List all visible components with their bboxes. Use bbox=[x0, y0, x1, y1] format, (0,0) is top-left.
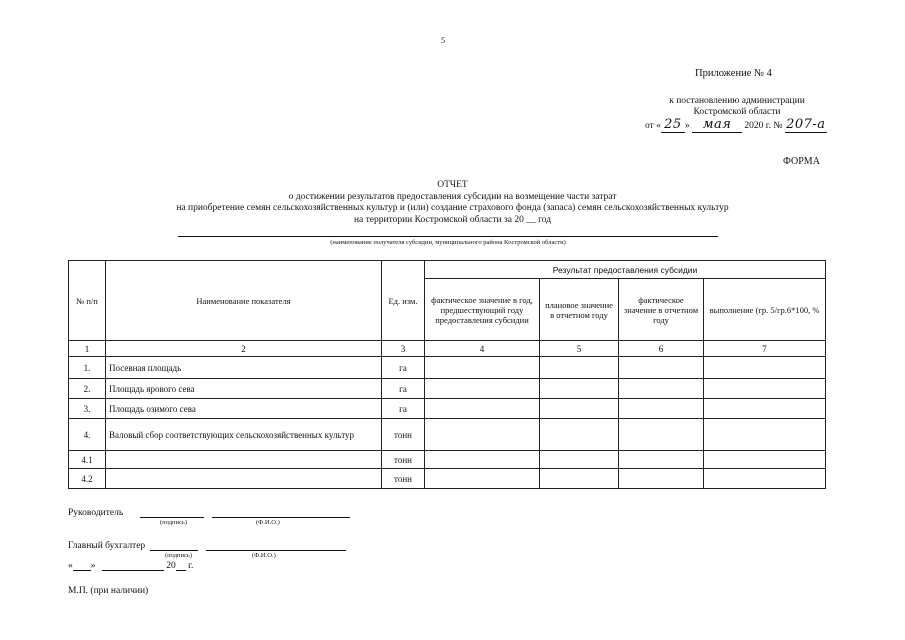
cell-col5[interactable] bbox=[540, 419, 619, 451]
report-title bbox=[120, 180, 785, 226]
row-number: 3. bbox=[69, 399, 106, 419]
sign-month-line[interactable] bbox=[102, 561, 164, 571]
row-number: 2. bbox=[69, 379, 106, 399]
cell-col5[interactable] bbox=[540, 399, 619, 419]
row-number: 4.2 bbox=[69, 469, 106, 489]
date-open-quote: « bbox=[68, 561, 73, 571]
row-indicator: Площадь ярового сева bbox=[106, 379, 382, 399]
page-number: 5 bbox=[441, 36, 445, 45]
cell-col4[interactable] bbox=[425, 419, 540, 451]
recipient-caption: (наименование получателя субсидии, муниципального района Костромской области) bbox=[330, 239, 566, 246]
head-fio-caption: (Ф.И.О.) bbox=[256, 519, 280, 526]
report-table bbox=[68, 260, 826, 489]
appendix-title: Приложение № 4 bbox=[695, 68, 772, 79]
row-indicator[interactable] bbox=[106, 469, 382, 489]
sign-year-prefix: 20 bbox=[166, 561, 176, 571]
header-col7: выполнение (гр. 5/гр.6*100, % bbox=[704, 279, 826, 341]
cell-col4[interactable] bbox=[425, 357, 540, 379]
column-number: 1 bbox=[69, 341, 106, 357]
title-line-4: на территории Костромской области за 20 __ год bbox=[353, 214, 552, 225]
table-row bbox=[69, 379, 826, 399]
header-result-group: Результат предоставления субсидии bbox=[425, 261, 826, 279]
table-row bbox=[69, 451, 826, 469]
row-indicator[interactable] bbox=[106, 451, 382, 469]
resolution-date bbox=[645, 117, 827, 133]
header-indicator-name: Наименование показателя bbox=[106, 261, 382, 341]
cell-col5[interactable] bbox=[540, 451, 619, 469]
accountant-label: Главный бухгалтер bbox=[68, 541, 146, 551]
header-unit: Ед. изм. bbox=[382, 261, 425, 341]
handwritten-number: 207-а bbox=[786, 117, 826, 132]
row-unit: га bbox=[382, 357, 425, 379]
accountant-fio-line[interactable] bbox=[206, 541, 346, 551]
cell-col5[interactable] bbox=[540, 469, 619, 489]
sign-day-line[interactable] bbox=[73, 561, 91, 571]
row-unit: га bbox=[382, 399, 425, 419]
cell-col7[interactable] bbox=[704, 419, 826, 451]
title-line-3: на приобретение семян сельскохозяйственных культур и (или) создание страхового фонда (запаса) семян сельскохозяйственных культур bbox=[176, 203, 729, 213]
handwritten-day: 25 bbox=[661, 117, 685, 133]
cell-col7[interactable] bbox=[704, 399, 826, 419]
table-row bbox=[69, 399, 826, 419]
column-numbers-row bbox=[69, 341, 826, 357]
row-unit: тонн bbox=[382, 451, 425, 469]
header-no: № п/п bbox=[69, 261, 106, 341]
year-and-number-label: 2020 г. № bbox=[744, 121, 783, 131]
sign-year-suffix: г. bbox=[188, 561, 194, 571]
row-indicator: Валовый сбор соответствующих сельскохозяйственных культур bbox=[106, 419, 382, 451]
title-line-2: о достижении результатов предоставления субсидии на возмещение части затрат bbox=[288, 191, 617, 202]
column-number: 5 bbox=[540, 341, 619, 357]
cell-col4[interactable] bbox=[425, 399, 540, 419]
row-unit: га bbox=[382, 379, 425, 399]
recipient-line[interactable] bbox=[178, 236, 718, 237]
accountant-signature-block bbox=[68, 541, 346, 551]
column-number: 3 bbox=[382, 341, 425, 357]
accountant-sign-caption: (подпись) bbox=[165, 552, 192, 559]
cell-col4[interactable] bbox=[425, 469, 540, 489]
header-col4: фактическое значение в год, предшествующий году предоставления субсидии bbox=[425, 279, 540, 341]
head-fio-line[interactable] bbox=[212, 508, 350, 518]
date-mid: » bbox=[684, 121, 690, 131]
cell-col6[interactable] bbox=[619, 419, 704, 451]
column-number: 7 bbox=[704, 341, 826, 357]
stamp-label: М.П. (при наличии) bbox=[68, 586, 149, 596]
cell-col6[interactable] bbox=[619, 469, 704, 489]
cell-col7[interactable] bbox=[704, 469, 826, 489]
cell-col5[interactable] bbox=[540, 379, 619, 399]
table-row bbox=[69, 357, 826, 379]
head-sign-line[interactable] bbox=[140, 508, 204, 518]
title-line-1: ОТЧЕТ bbox=[437, 180, 468, 190]
head-label: Руководитель bbox=[68, 508, 124, 518]
header-col5: плановое значение в отчетном году bbox=[540, 279, 619, 341]
cell-col4[interactable] bbox=[425, 379, 540, 399]
date-close-quote: » bbox=[90, 561, 96, 571]
head-sign-caption: (подпись) bbox=[160, 519, 187, 526]
row-unit: тонн bbox=[382, 469, 425, 489]
row-number: 1. bbox=[69, 357, 106, 379]
row-unit: тонн bbox=[382, 419, 425, 451]
row-indicator: Посевная площадь bbox=[106, 357, 382, 379]
cell-col6[interactable] bbox=[619, 451, 704, 469]
sign-year-line[interactable] bbox=[176, 561, 186, 571]
row-number: 4. bbox=[69, 419, 106, 451]
table-row bbox=[69, 419, 826, 451]
accountant-sign-line[interactable] bbox=[150, 541, 198, 551]
resolution-line: к постановлению администрации bbox=[669, 96, 805, 106]
row-number: 4.1 bbox=[69, 451, 106, 469]
header-col6: фактическое значение в отчетном году bbox=[619, 279, 704, 341]
form-label: ФОРМА bbox=[783, 156, 820, 167]
cell-col4[interactable] bbox=[425, 451, 540, 469]
appendix-resolution bbox=[657, 96, 817, 118]
cell-col7[interactable] bbox=[704, 451, 826, 469]
cell-col6[interactable] bbox=[619, 379, 704, 399]
cell-col5[interactable] bbox=[540, 357, 619, 379]
cell-col7[interactable] bbox=[704, 357, 826, 379]
cell-col7[interactable] bbox=[704, 379, 826, 399]
head-signature-block bbox=[68, 508, 350, 518]
column-number: 4 bbox=[425, 341, 540, 357]
column-number: 6 bbox=[619, 341, 704, 357]
date-prefix: от « bbox=[645, 121, 661, 131]
handwritten-month: мая bbox=[692, 117, 742, 133]
table-row bbox=[69, 469, 826, 489]
cell-col6[interactable] bbox=[619, 399, 704, 419]
sign-date bbox=[68, 561, 193, 571]
region-line: Костромской области bbox=[693, 107, 781, 117]
row-indicator: Площадь озимого сева bbox=[106, 399, 382, 419]
column-number: 2 bbox=[106, 341, 382, 357]
accountant-fio-caption: (Ф.И.О.) bbox=[252, 552, 276, 559]
cell-col6[interactable] bbox=[619, 357, 704, 379]
